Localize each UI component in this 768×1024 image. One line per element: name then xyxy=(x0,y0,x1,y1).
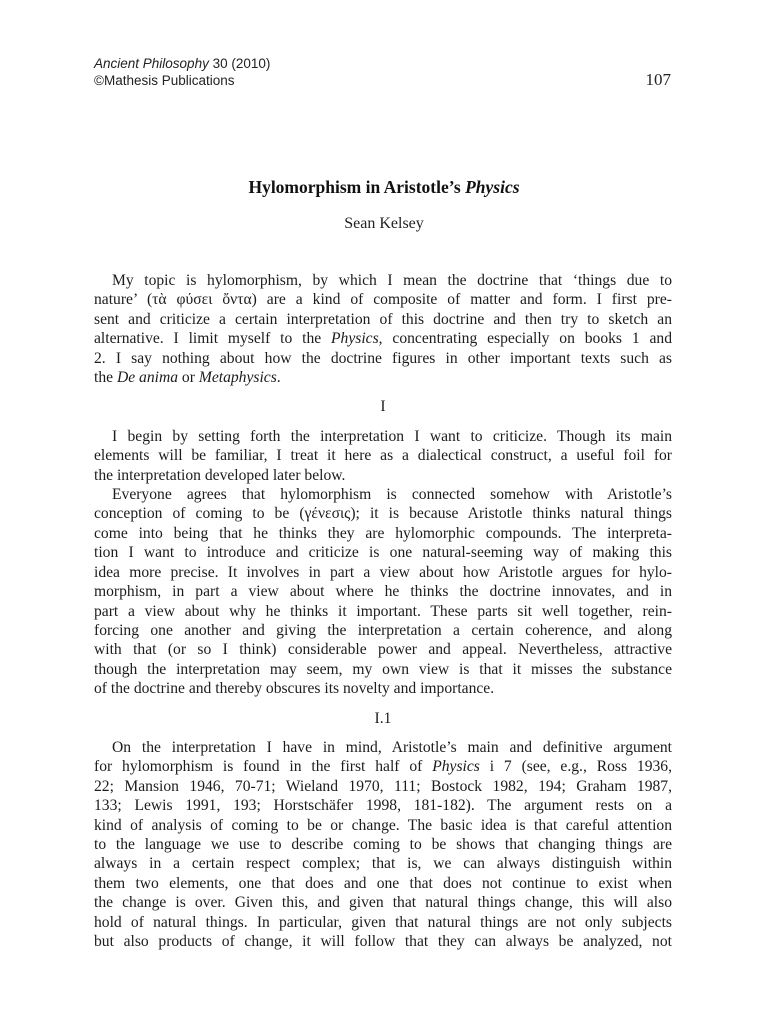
publisher: ©Mathesis Publications xyxy=(94,73,235,88)
italic-physics: Physics xyxy=(331,330,379,348)
text-line: My topic is hylomorphism, by which I mean the doctrine that ‘things due to xyxy=(112,272,672,289)
italic-metaphysics: Metaphysics xyxy=(198,369,277,387)
article-body xyxy=(94,271,672,951)
text-line: with that (or so I think) considerable power and appeal. Nevertheless, attractive xyxy=(94,641,672,659)
title-main: Hylomorphism in Aristotle’s xyxy=(248,177,466,197)
text-line: them two elements, one that does and one that does not continue to exist when xyxy=(94,874,672,892)
article-title xyxy=(0,177,768,198)
text-line: forcing one another and giving the interpretation a certain coherence, and along xyxy=(94,621,672,639)
section1-paragraph-1 xyxy=(94,427,672,485)
journal-volume: 30 (2010) xyxy=(208,56,271,71)
text-line: tion I want to introduce and criticize is one natural-seeming way of making this xyxy=(94,544,672,562)
article-author: Sean Kelsey xyxy=(344,215,424,232)
page-number: 107 xyxy=(645,70,671,89)
text-line: sent and criticize a certain interpretation of this doctrine and then try to sketch an xyxy=(94,310,672,328)
journal-citation xyxy=(94,55,270,72)
italic-de-anima: De anima xyxy=(116,369,179,387)
text-line: the De anima or Metaphysics. xyxy=(94,369,281,387)
text-line: come into being that he thinks they are hylomorphic compounds. The interpreta- xyxy=(94,524,672,542)
text-line: part a view about why he thinks it important. These parts sit well together, rein- xyxy=(94,602,672,620)
text-line: kind of analysis of coming to be or change. The basic idea is that careful attention xyxy=(94,816,672,834)
text-line: conception of coming to be (γένεσις); it is because Aristotle thinks natural things xyxy=(94,505,672,523)
section1-paragraph-2 xyxy=(94,485,672,698)
text-line: 22; Mansion 1946, 70-71; Wieland 1970, 111; Bostock 1982, 194; Graham 1987, xyxy=(94,777,672,795)
text-line: alternative. I limit myself to the Physics, concentrating especially on books 1 and xyxy=(94,330,672,348)
text-line: morphism, in part a view about where he thinks the doctrine innovates, and in xyxy=(94,583,672,601)
text-line: to the language we use to describe coming to be shows that changing things are xyxy=(94,835,672,853)
text-line: though the interpretation may seem, my own view is that it misses the substance xyxy=(94,660,672,678)
section1-1-paragraph xyxy=(94,738,672,951)
journal-header xyxy=(94,55,270,89)
text-line: I begin by setting forth the interpretation I want to criticize. Though its main xyxy=(112,427,672,445)
text-line: of the doctrine and thereby obscures its novelty and importance. xyxy=(94,680,495,698)
text-line: for hylomorphism is found in the first half of Physics i 7 (see, e.g., Ross 1936, xyxy=(94,758,672,776)
text-line: but also products of change, it will follow that they can always be analyzed, not xyxy=(94,933,672,950)
intro-paragraph xyxy=(94,271,672,387)
italic-physics: Physics xyxy=(432,758,480,776)
text-line: the change is over. Given this, and given that natural things change, this will also xyxy=(94,894,672,912)
text-line: Everyone agrees that hylomorphism is connected somehow with Aristotle’s xyxy=(112,486,672,504)
text-line: always in a certain respect complex; that is, we can always distinguish within xyxy=(94,855,672,873)
title-italic: Physics xyxy=(465,177,520,197)
text-line: On the interpretation I have in mind, Aristotle’s main and definitive argument xyxy=(112,738,672,756)
text-line: 133; Lewis 1991, 193; Horstschäfer 1998, 181-182). The argument rests on a xyxy=(94,797,672,815)
text-line: idea more precise. It involves in part a view about how Aristotle argues for hylo- xyxy=(94,563,672,581)
text-line: elements will be familiar, I treat it here as a dialectical construct, a useful foil for xyxy=(94,447,672,465)
text-line: the interpretation developed later below. xyxy=(94,466,346,484)
section-heading-1: I xyxy=(380,398,386,416)
journal-name: Ancient Philosophy xyxy=(94,56,209,71)
text-line: 2. I say nothing about how the doctrine figures in other important texts such as xyxy=(94,349,672,367)
text-line: hold of natural things. In particular, given that natural things are not only subjects xyxy=(94,913,672,931)
section-heading-1-1: I.1 xyxy=(374,709,392,727)
text-line: nature’ (τὰ φύσει ὄντα) are a kind of composite of matter and form. I first pre- xyxy=(94,291,672,309)
